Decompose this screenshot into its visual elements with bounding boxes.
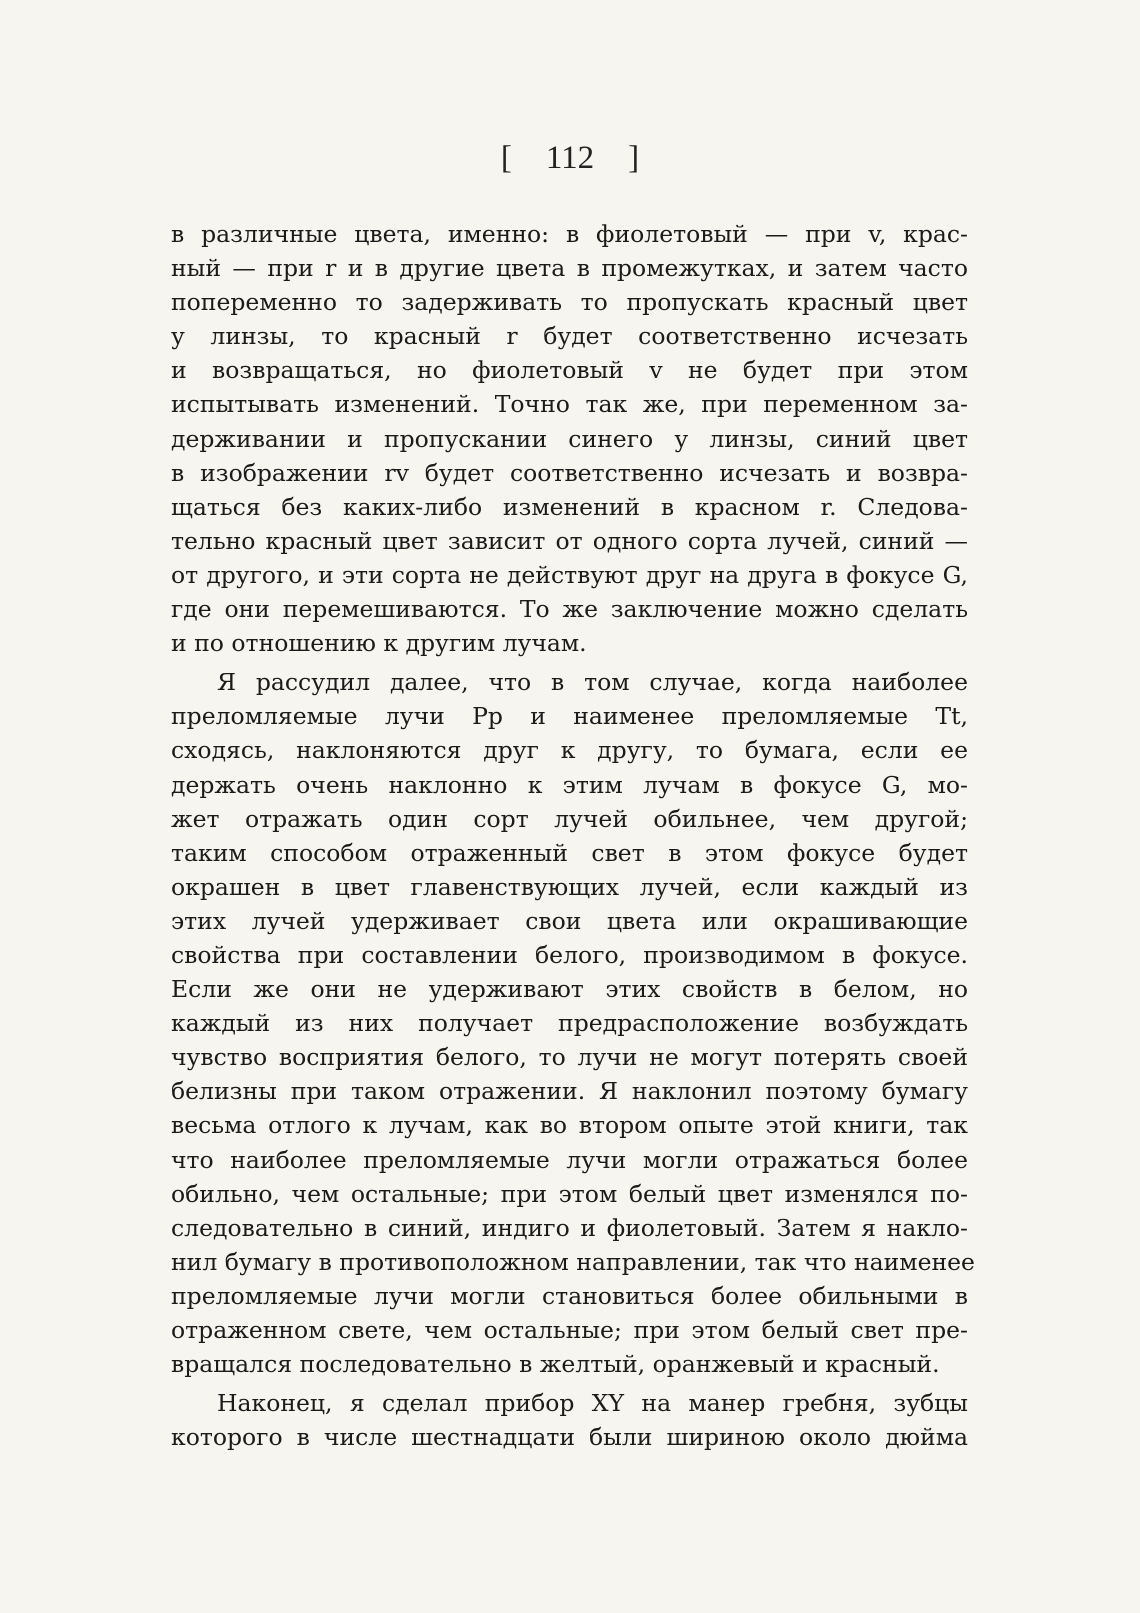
text-line: и возвращаться, но фиолетовый v не будет при этом: [171, 356, 968, 385]
text-line: каждый из них получает предрасположение возбуждать: [171, 1009, 968, 1038]
text-line: попеременно то задерживать то пропускать красный цвет: [171, 288, 968, 317]
text-line: где они перемешиваются. То же заключение можно сделать: [171, 595, 968, 624]
text-line: тельно красный цвет зависит от одного сорта лучей, синий —: [171, 526, 968, 555]
text-line: таким способом отраженный свет в этом фокусе будет: [171, 838, 968, 867]
text-line: которого в числе шестнадцати были шириною около дюйма: [171, 1423, 968, 1452]
text-line: белизны при таком отражении. Я наклонил поэтому бумагу: [171, 1077, 968, 1106]
text-line: Я рассудил далее, что в том случае, когда наиболее: [217, 668, 968, 697]
text-line: чувство восприятия белого, то лучи не могут потерять своей: [171, 1043, 968, 1072]
text-line: у линзы, то красный r будет соответственно исчезать: [171, 322, 968, 351]
text-line: преломляемые лучи Pp и наименее преломляемые Tt,: [171, 702, 968, 731]
paragraph-1: [171, 217, 968, 660]
text-line: Наконец, я сделал прибор XY на манер гребня, зубцы: [217, 1389, 968, 1418]
right-bracket: ]: [628, 140, 640, 176]
text-line: что наиболее преломляемые лучи могли отражаться более: [171, 1145, 968, 1174]
text-line: в различные цвета, именно: в фиолетовый — при v, крас-: [171, 220, 968, 248]
text-line: ный — при r и в другие цвета в промежутках, и затем часто: [171, 254, 968, 283]
text-line: нил бумагу в противоположном направлении, так что наименее: [171, 1247, 975, 1276]
text-line: весьма отлого к лучам, как во втором опыте этой книги, так: [171, 1111, 968, 1140]
text-line: в изображении rv будет соответственно исчезать и возвра-: [171, 458, 968, 487]
body-text: [171, 217, 975, 1454]
text-line: Если же они не удерживают этих свойств в белом, но: [171, 975, 968, 1004]
text-line: щаться без каких-либо изменений в красном r. Следова-: [171, 492, 968, 521]
paragraph-2: [171, 665, 975, 1381]
text-line: отраженном свете, чем остальные; при этом белый свет пре-: [171, 1316, 968, 1344]
text-line: преломляемые лучи могли становиться более обильными в: [171, 1281, 968, 1310]
page-header: [0, 140, 1140, 177]
text-line: вращался последовательно в желтый, оранжевый и красный.: [171, 1350, 940, 1379]
paragraph-3: [171, 1386, 968, 1454]
left-bracket: [: [500, 140, 512, 176]
text-line: окрашен в цвет главенствующих лучей, если каждый из: [171, 872, 968, 901]
text-line: обильно, чем остальные; при этом белый цвет изменялся по-: [171, 1179, 968, 1208]
text-line: этих лучей удерживает свои цвета или окрашивающие: [171, 906, 968, 935]
text-line: свойства при составлении белого, производимом в фокусе.: [171, 940, 968, 969]
text-line: испытывать изменений. Точно так же, при переменном за-: [171, 390, 968, 419]
page-number: 112: [545, 140, 595, 176]
text-line: держивании и пропускании синего у линзы, синий цвет: [171, 424, 968, 453]
text-line: следовательно в синий, индиго и фиолетовый. Затем я накло-: [171, 1213, 968, 1242]
text-line: и по отношению к другим лучам.: [171, 629, 587, 658]
text-line: держать очень наклонно к этим лучам в фокусе G, мо-: [171, 770, 968, 799]
text-line: сходясь, наклоняются друг к другу, то бумага, если ее: [171, 736, 968, 765]
text-line: жет отражать один сорт лучей обильнее, чем другой;: [171, 804, 968, 833]
text-line: от другого, и эти сорта не действуют друг на друга в фокусе G,: [171, 560, 968, 589]
